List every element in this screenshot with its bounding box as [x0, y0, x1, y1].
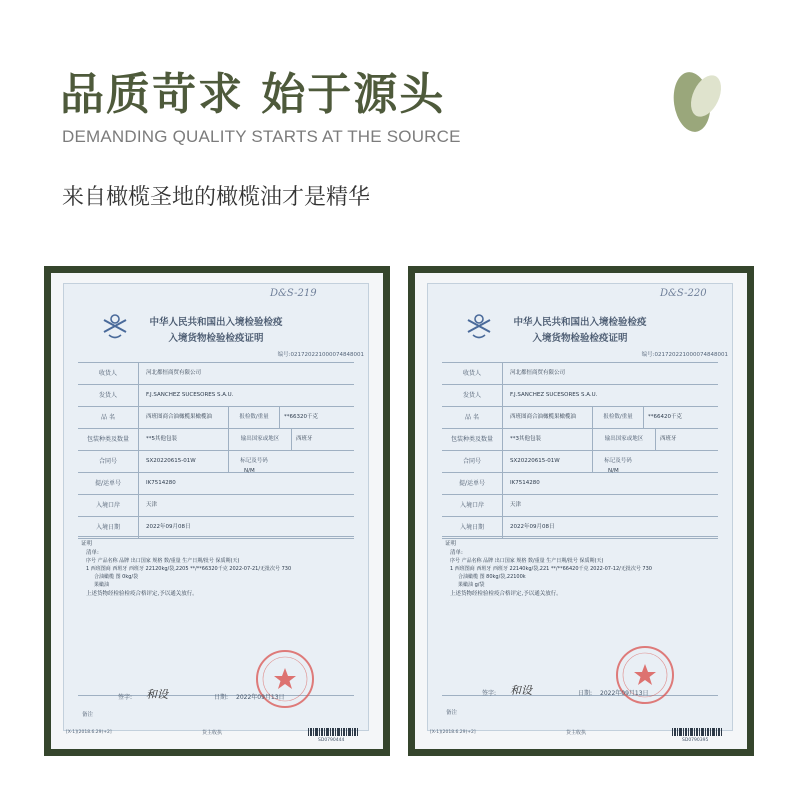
field-value: IK7514280 — [510, 480, 540, 486]
proof-text: 清单: — [86, 550, 99, 556]
copy-label: 货主收执 — [202, 730, 223, 736]
page-tagline: 来自橄榄圣地的橄榄油才是精华 — [62, 185, 371, 210]
certificate-document — [63, 283, 369, 743]
field-value: **66320千克 — [284, 414, 318, 420]
field-row — [442, 495, 718, 517]
field-label: 入境口岸 — [78, 495, 139, 516]
certificate-frame-right — [408, 266, 754, 756]
handwritten-note: D&S-219 — [270, 288, 317, 299]
field-value: F.J.SANCHEZ SUCESORES S.A.U. — [510, 392, 598, 398]
certificate-proof-section — [442, 536, 718, 696]
field-row — [78, 495, 354, 517]
field-value: SX20220615-01W — [510, 458, 560, 464]
certificate-document — [427, 283, 733, 743]
field-label: 标记及号码 — [228, 451, 279, 472]
certificate-frame-left — [44, 266, 390, 756]
page-subtitle: DEMANDING QUALITY STARTS AT THE SOURCE — [62, 127, 461, 146]
certificate-header-line2: 入境货物检验检疫证明 — [532, 333, 628, 344]
field-label: 入境日期 — [78, 517, 139, 538]
form-code: [X-1](2018.6.29)+2] — [430, 730, 476, 735]
field-value: N/M — [608, 468, 619, 474]
proof-text: 上述货物经检验检疫合格评定,予以通关放行。 — [86, 591, 198, 597]
field-label: 报检数/重量 — [592, 407, 644, 428]
field-value: 河北都恒商贸有限公司 — [146, 370, 202, 376]
certificate-paper — [51, 273, 383, 749]
field-value: 河北都恒商贸有限公司 — [510, 370, 566, 376]
field-label: 收货人 — [78, 363, 139, 384]
field-row — [78, 363, 354, 385]
sign-label: 签字: — [482, 690, 497, 697]
field-value: 西班牙 — [296, 436, 313, 442]
field-row — [78, 429, 354, 451]
sign-label: 签字: — [118, 694, 133, 701]
proof-text: 果橄油 g/袋 — [458, 582, 485, 588]
field-label: 合同号 — [78, 451, 139, 472]
certificate-fields — [442, 362, 718, 539]
page-title: 品质苛求 始于源头 — [60, 69, 446, 120]
field-value: **66420千克 — [648, 414, 682, 420]
barcode-icon — [308, 728, 358, 736]
certificate-paper — [415, 273, 747, 749]
field-label: 入境日期 — [442, 517, 503, 538]
certificate-number: 编号:021720221000074848001 — [277, 352, 364, 358]
field-label: 合同号 — [442, 451, 503, 472]
barcode-number: SD0790395 — [682, 738, 709, 743]
certificate-header-line1: 中华人民共和国出入境检验检疫 — [513, 317, 647, 328]
notes-label: 备注 — [82, 712, 94, 718]
field-row — [442, 385, 718, 407]
proof-label: 证明 — [81, 541, 93, 547]
sign-date: 2022年09月13日 — [236, 694, 285, 701]
field-row — [442, 473, 718, 495]
proof-text: 合油橄榄 图 0kg/袋 — [94, 574, 139, 580]
inspector-signature: 和设 — [510, 684, 532, 697]
handwritten-note: D&S-220 — [660, 288, 707, 299]
field-label: 入境口岸 — [442, 495, 503, 516]
field-label: 提/运单号 — [442, 473, 503, 494]
field-value: N/M — [244, 468, 255, 474]
proof-text: 果橄油 — [94, 582, 110, 588]
barcode-icon — [672, 728, 722, 736]
field-row — [78, 385, 354, 407]
field-value: F.J.SANCHEZ SUCESORES S.A.U. — [146, 392, 234, 398]
barcode-number: SD0790444 — [318, 738, 345, 743]
field-label: 输出国家或地区 — [592, 429, 656, 450]
sign-date-label: 日期: — [214, 694, 229, 701]
certificate-number: 编号:021720221000074848001 — [641, 352, 728, 358]
field-row — [442, 451, 718, 473]
field-value: 2022年09月08日 — [510, 524, 555, 530]
proof-text: 清单: — [450, 550, 463, 556]
certificate-header-line2: 入境货物检验检疫证明 — [168, 333, 264, 344]
proof-label: 证明 — [445, 541, 457, 547]
field-label: 输出国家或地区 — [228, 429, 292, 450]
field-label: 品 名 — [78, 407, 139, 428]
field-value: 天津 — [510, 502, 522, 508]
field-value: 天津 — [146, 502, 158, 508]
proof-text: 合油橄榄 图 80kg/袋,22100k — [458, 574, 526, 580]
field-label: 发货人 — [78, 385, 139, 406]
field-label: 标记及号码 — [592, 451, 643, 472]
field-value: **3其他包装 — [510, 436, 541, 442]
inspector-signature: 和设 — [146, 688, 168, 701]
form-code: [X-1](2018.6.29)+2] — [66, 730, 112, 735]
field-label: 包装种类及数量 — [442, 429, 503, 450]
field-value: 西班图商合油橄榄果橄榄油 — [146, 414, 213, 420]
notes-label: 备注 — [446, 710, 458, 716]
sign-date: 2022年09月13日 — [600, 690, 649, 697]
field-row — [442, 363, 718, 385]
field-label: 收货人 — [442, 363, 503, 384]
sign-date-label: 日期: — [578, 690, 593, 697]
field-row — [442, 429, 718, 451]
field-label: 品 名 — [442, 407, 503, 428]
field-label: 提/运单号 — [78, 473, 139, 494]
olive-leaf-icon — [668, 66, 728, 136]
certificate-header-line1: 中华人民共和国出入境检验检疫 — [149, 317, 283, 328]
field-value: **5其他包装 — [146, 436, 177, 442]
field-row — [442, 407, 718, 429]
field-row — [78, 407, 354, 429]
field-label: 报检数/重量 — [228, 407, 280, 428]
proof-text: 1 西班图商 西班牙 西班牙 22120kg/袋,2205 **/**66320千克 2022-07-21/无批次号 730 — [86, 566, 292, 572]
copy-label: 货主收执 — [566, 730, 587, 736]
field-row — [78, 473, 354, 495]
field-value: SX20220615-01W — [146, 458, 196, 464]
field-row — [78, 451, 354, 473]
field-value: 西班图商合油橄榄果橄榄油 — [510, 414, 577, 420]
field-value: 2022年09月08日 — [146, 524, 191, 530]
proof-text: 序号 产品名称 品牌 出口国家 规格 数/重量 生产日期/批号 保质期(天) — [86, 558, 240, 564]
field-label: 发货人 — [442, 385, 503, 406]
proof-text: 1 西班图商 西班牙 西班牙 22140kg/袋,221 **/**66420千克 2022-07-12/无批次号 730 — [450, 566, 652, 572]
field-value: IK7514280 — [146, 480, 176, 486]
field-label: 包装种类及数量 — [78, 429, 139, 450]
proof-text: 序号 产品名称 品牌 出口国家 规格 数/重量 生产日期/批号 保质期(天) — [450, 558, 604, 564]
field-value: 西班牙 — [660, 436, 677, 442]
proof-text: 上述货物经检验检疫合格评定,予以通关放行。 — [450, 591, 562, 597]
certificate-fields — [78, 362, 354, 539]
